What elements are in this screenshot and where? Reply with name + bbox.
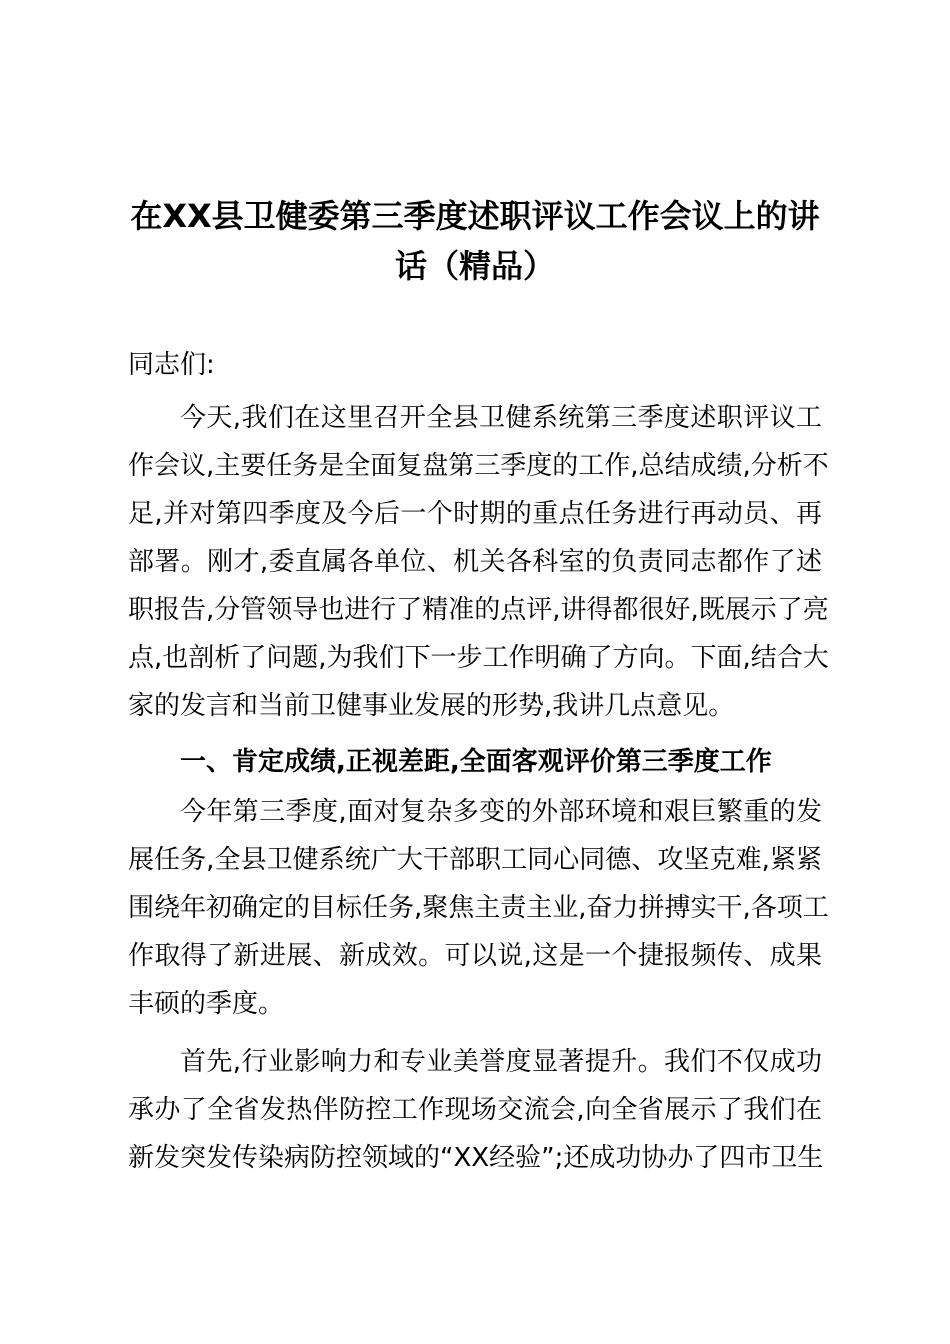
paragraph-line: 丰硕的季度。 (128, 989, 285, 1019)
paragraph-line: 点,也剖析了问题,为我们下一步工作明确了方向。下面,结合大 (128, 643, 829, 673)
paragraph-line: 职报告,分管领导也进行了精准的点评,讲得都很好,既展示了亮 (128, 595, 829, 625)
paragraph-line: 作会议,主要任务是全面复盘第三季度的工作,总结成绩,分析不 (128, 451, 829, 481)
paragraph-line: 新发突发传染病防控领域的“XX经验”;还成功协办了四市卫生 (128, 1143, 824, 1173)
paragraph-line: 今天,我们在这里召开全县卫健系统第三季度述职评议工 (180, 403, 822, 433)
paragraph-line: 部署。刚才,委直属各单位、机关各科室的负责同志都作了述 (128, 547, 822, 577)
paragraph-line: 家的发言和当前卫健事业发展的形势,我讲几点意见。 (128, 691, 735, 721)
paragraph-line: 围绕年初确定的目标任务,聚焦主责主业,奋力拼搏实干,各项工 (128, 893, 829, 923)
paragraph-line: 作取得了新进展、新成效。可以说,这是一个捷报频传、成果 (128, 941, 822, 971)
document-title-line-2: 话（精品） (394, 247, 555, 285)
section-heading: 一、肯定成绩,正视差距,全面客观评价第三季度工作 (180, 747, 772, 777)
salutation: 同志们: (128, 350, 215, 380)
document-title-line-1: 在XX县卫健委第三季度述职评议工作会议上的讲 (130, 197, 820, 235)
paragraph-line: 展任务,全县卫健系统广大干部职工同心同德、攻坚克难,紧紧 (128, 845, 822, 875)
paragraph-line: 足,并对第四季度及今后一个时期的重点任务进行再动员、再 (128, 499, 822, 529)
paragraph-line: 承办了全省发热伴防控工作现场交流会,向全省展示了我们在 (128, 1095, 822, 1125)
paragraph-line: 今年第三季度,面对复杂多变的外部环境和艰巨繁重的发 (180, 797, 822, 827)
paragraph-line: 首先,行业影响力和专业美誉度显著提升。我们不仅成功 (180, 1047, 822, 1077)
